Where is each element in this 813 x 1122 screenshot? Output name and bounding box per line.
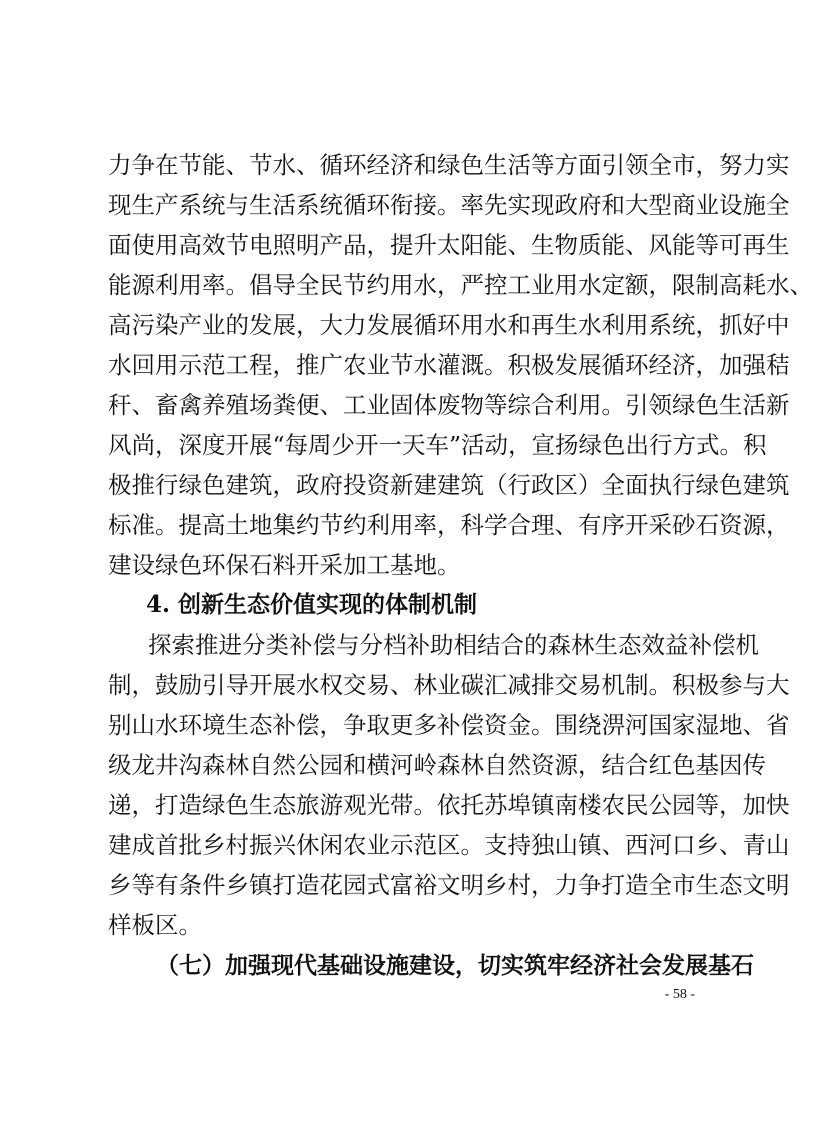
paragraph-line: 乡等有条件乡镇打造花园式富裕文明乡村，力争打造全市生态文明 xyxy=(108,871,790,899)
paragraph-line: 能源利用率。倡导全民节约用水，严控工业用水定额，限制高耗水、 xyxy=(108,271,813,299)
paragraph-line: 力争在节能、节水、循环经济和绿色生活等方面引领全市，努力实 xyxy=(108,151,790,179)
section-heading: （七）加强现代基础设施建设，切实筑牢经济社会发展基石 xyxy=(156,952,754,979)
paragraph-line: 探索推进分类补偿与分档补助相结合的森林生态效益补偿机 xyxy=(148,631,759,659)
paragraph-line: 标准。提高土地集约节约利用率，科学合理、有序开采砂石资源， xyxy=(108,511,790,539)
paragraph-line: 风尚，深度开展“每周少开一天车”活动，宣扬绿色出行方式。积 xyxy=(108,431,767,459)
paragraph-line: 面使用高效节电照明产品，提升太阳能、生物质能、风能等可再生 xyxy=(108,231,790,259)
paragraph-line: 现生产系统与生活系统循环衔接。率先实现政府和大型商业设施全 xyxy=(108,191,790,219)
page-number: - 58 - xyxy=(664,987,695,1002)
paragraph-line: 水回用示范工程，推广农业节水灌溉。积极发展循环经济，加强秸 xyxy=(108,351,790,379)
paragraph-line: 递，打造绿色生态旅游观光带。依托苏埠镇南楼农民公园等，加快 xyxy=(108,791,790,819)
paragraph-line: 样板区。 xyxy=(108,911,202,939)
paragraph-line: 建设绿色环保石料开采加工基地。 xyxy=(108,551,461,579)
paragraph-line: 秆、畜禽养殖场粪便、工业固体废物等综合利用。引领绿色生活新 xyxy=(108,391,790,419)
paragraph-line: 极推行绿色建筑，政府投资新建建筑（行政区）全面执行绿色建筑 xyxy=(108,471,790,499)
paragraph-line: 别山水环境生态补偿，争取更多补偿资金。围绕淠河国家湿地、省 xyxy=(108,711,790,739)
paragraph-line: 高污染产业的发展，大力发展循环用水和再生水利用系统，抓好中 xyxy=(108,311,790,339)
paragraph-line: 建成首批乡村振兴休闲农业示范区。支持独山镇、西河口乡、青山 xyxy=(108,831,790,859)
paragraph-line: 级龙井沟森林自然公园和横河岭森林自然资源，结合红色基因传 xyxy=(108,751,766,779)
subsection-heading: 4. 创新生态价值实现的体制机制 xyxy=(146,591,478,618)
paragraph-line: 制，鼓励引导开展水权交易、林业碳汇减排交易机制。积极参与大 xyxy=(108,671,790,699)
